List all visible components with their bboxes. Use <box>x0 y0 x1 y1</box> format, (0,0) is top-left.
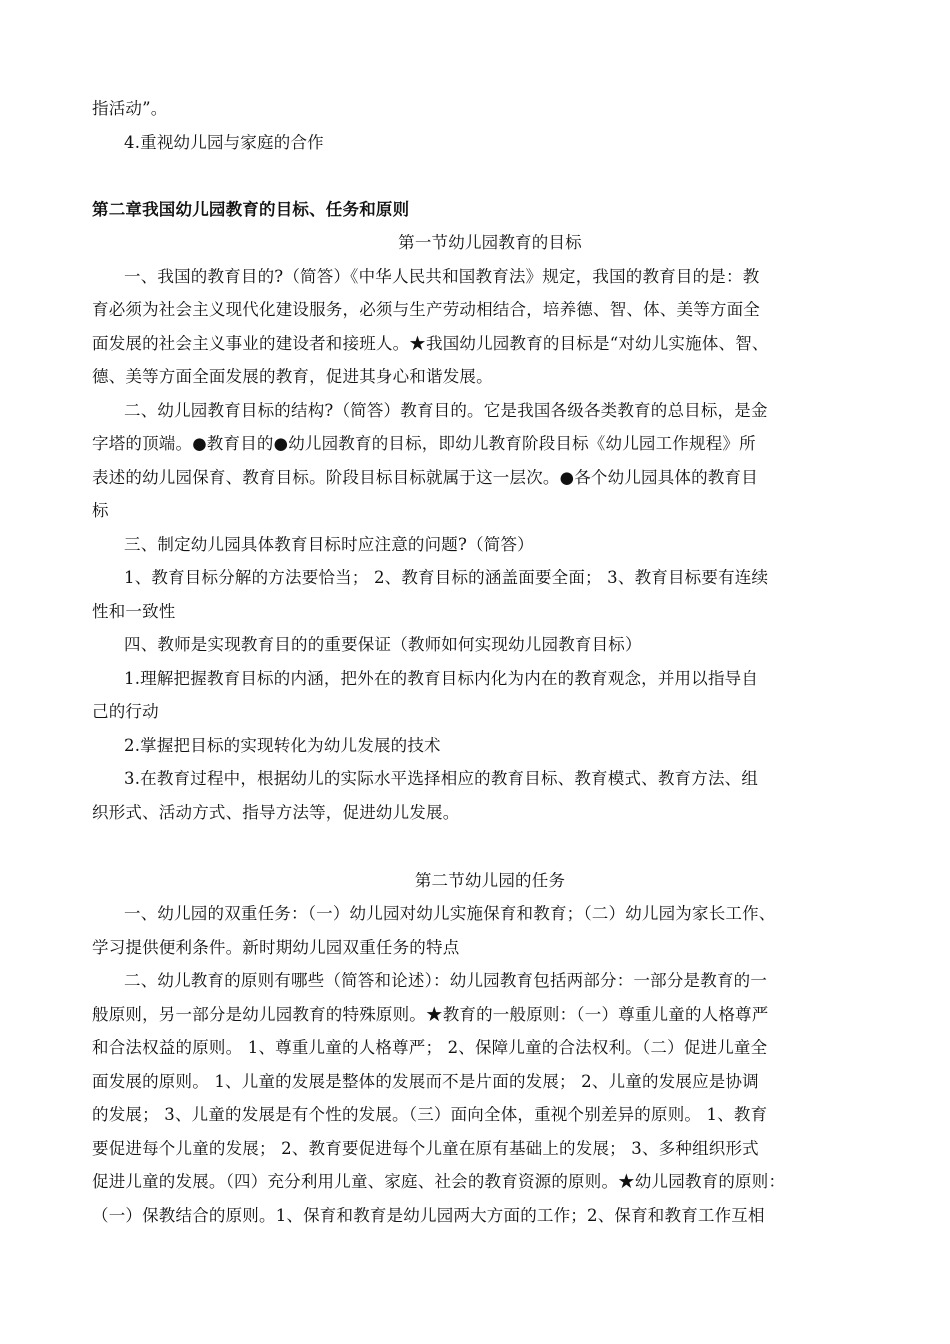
paragraph-line: 标 <box>92 501 109 520</box>
paragraph-line: 和合法权益的原则。 1、尊重儿童的人格尊严； 2、保障儿童的合法权利。（二）促进儿童全 <box>92 1038 768 1057</box>
paragraph-line: 己的行动 <box>92 702 159 721</box>
paragraph-line: 字塔的顶端。●教育目的●幼儿园教育的目标，即幼儿教育阶段目标《幼儿园工作规程》所 <box>92 434 756 453</box>
paragraph-line: 1、教育目标分解的方法要恰当； 2、教育目标的涵盖面要全面； 3、教育目标要有连续 <box>124 568 769 587</box>
paragraph-line: 要促进每个儿童的发展； 2、教育要促进每个儿童在原有基础上的发展； 3、多种组织形式 <box>92 1139 759 1158</box>
paragraph-line: 二、幼儿教育的原则有哪些（简答和论述）：幼儿园教育包括两部分：一部分是教育的一 <box>124 971 768 990</box>
text-line: 指活动”。 <box>92 99 168 118</box>
paragraph-line: 表述的幼儿园保育、教育目标。阶段目标目标就属于这一层次。●各个幼儿园具体的教育目 <box>92 468 758 487</box>
paragraph-line: 1.理解把握教育目标的内涵，把外在的教育目标内化为内在的教育观念，并用以指导自 <box>124 669 759 688</box>
paragraph-line: 3.在教育过程中，根据幼儿的实际水平选择相应的教育目标、教育模式、教育方法、组 <box>124 769 759 788</box>
paragraph-line: 性和一致性 <box>92 602 176 621</box>
paragraph-line: 一、幼儿园的双重任务：（一）幼儿园对幼儿实施保育和教育；（二）幼儿园为家长工作、 <box>124 904 776 923</box>
paragraph-line: 的发展； 3、儿童的发展是有个性的发展。（三）面向全体，重视个别差异的原则。 1、教育 <box>92 1105 768 1124</box>
paragraph-line: （一）保教结合的原则。1、保育和教育是幼儿园两大方面的工作；2、保育和教育工作互相 <box>92 1206 765 1225</box>
paragraph-line: 德、美等方面全面发展的教育，促进其身心和谐发展。 <box>92 367 493 386</box>
paragraph-line: 育必须为社会主义现代化建设服务，必须与生产劳动相结合，培养德、智、体、美等方面全 <box>92 300 760 319</box>
paragraph-line: 学习提供便利条件。新时期幼儿园双重任务的特点 <box>92 938 460 957</box>
section-heading: 第一节幼儿园教育的目标 <box>398 233 582 252</box>
paragraph-line: 一、我国的教育目的?（简答）《中华人民共和国教育法》规定，我国的教育目的是：教 <box>124 267 760 286</box>
list-item: 4.重视幼儿园与家庭的合作 <box>124 133 324 152</box>
paragraph-line: 2.掌握把目标的实现转化为幼儿发展的技术 <box>124 736 441 755</box>
paragraph-line: 织形式、活动方式、指导方法等，促进幼儿发展。 <box>92 803 460 822</box>
section-heading: 第二节幼儿园的任务 <box>414 871 566 890</box>
paragraph-line: 般原则，另一部分是幼儿园教育的特殊原则。★教育的一般原则：（一）尊重儿童的人格尊严 <box>92 1005 769 1024</box>
paragraph-line: 二、幼儿园教育目标的结构?（简答）教育目的。它是我国各级各类教育的总目标，是金 <box>124 401 768 420</box>
chapter-heading: 第二章我国幼儿园教育的目标、任务和原则 <box>92 200 410 219</box>
paragraph-line: 面发展的社会主义事业的建设者和接班人。★我国幼儿园教育的目标是“对幼儿实施体、智、 <box>92 334 769 353</box>
paragraph-line: 三、制定幼儿园具体教育目标时应注意的问题?（简答） <box>124 535 534 554</box>
paragraph-line: 促进儿童的发展。（四）充分利用儿童、家庭、社会的教育资源的原则。★幼儿园教育的原则： <box>92 1172 786 1191</box>
paragraph-line: 面发展的原则。 1、儿童的发展是整体的发展而不是片面的发展； 2、儿童的发展应是协调 <box>92 1072 759 1091</box>
paragraph-line: 四、教师是实现教育目的的重要保证（教师如何实现幼儿园教育目标） <box>124 635 642 654</box>
